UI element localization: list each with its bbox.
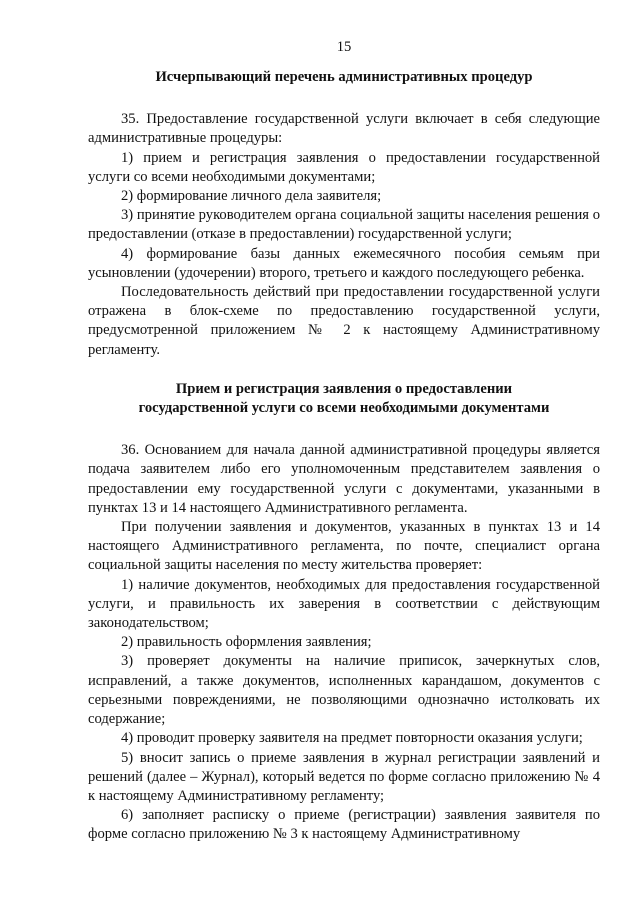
page-number: 15 <box>336 39 352 55</box>
section-heading-procedures: Исчерпывающий перечень административных процедур <box>155 69 533 85</box>
list-item: 2) правильность оформления заявления; <box>121 634 372 651</box>
list-item: 4) формирование базы данных ежемесячного пособия семьям при усыновлении (удочерении) второго, третьего и каждого последующего ребенка. <box>88 245 600 281</box>
list-item: 2) формирование личного дела заявителя; <box>121 188 382 205</box>
list-item: 4) проводит проверку заявителя на предмет повторности оказания услуги; <box>121 730 583 747</box>
list-item: 6) заполняет расписку о приеме (регистрации) заявления заявителя по форме согласно приложению № 3 к настоящему Административному <box>88 807 600 843</box>
procedures-section <box>88 110 600 360</box>
list-item: 3) принятие руководителем органа социальной защиты населения решения о предоставлении (отказе в предоставлении) государственной услуги; <box>88 207 600 243</box>
list-item: 3) проверяет документы на наличие приписок, зачеркнутых слов, исправлений, а также документов, исполненных карандашом, документов с серьезными повреждениями, не позволяющими однозначно истолковать их содержание; <box>88 653 600 728</box>
paragraph: 36. Основанием для начала данной административной процедуры является подача заявителем либо его уполномоченным представителем заявления о предоставлении ему государственной услуги с документами, указанными в пунктах 13 и 14 настоящего Административного регламента. <box>88 442 600 516</box>
section-heading-reception <box>88 380 600 418</box>
paragraph: 35. Предоставление государственной услуги включает в себя следующие административные процедуры: <box>88 111 600 147</box>
list-item: 1) наличие документов, необходимых для предоставления государственной услуги, и правильность их заверения в соответствии с действующим законодательством; <box>88 576 600 632</box>
list-item: 1) прием и регистрация заявления о предоставлении государственной услуги со всеми необходимыми документами; <box>88 149 600 185</box>
paragraph: Последовательность действий при предоставлении государственной услуги отражена в блок-схеме по предоставлению государственной услуги, предусмотренной приложением № 2 к настоящему Административному регламенту. <box>88 284 600 358</box>
reception-section <box>88 441 600 844</box>
list-item: 5) вносит запись о приеме заявления в журнал регистрации заявлений и решений (далее – Журнал), который ведется по форме согласно приложению № 4 к настоящему Административному регламенту; <box>88 749 600 804</box>
heading-line: Прием и регистрация заявления о предоставлении <box>175 380 513 397</box>
paragraph: При получении заявления и документов, указанных в пунктах 13 и 14 настоящего Административного регламента, по почте, специалист органа социальной защиты населения по месту жительства проверяет: <box>88 519 600 574</box>
heading-line: государственной услуги со всеми необходимыми документами <box>138 400 550 417</box>
